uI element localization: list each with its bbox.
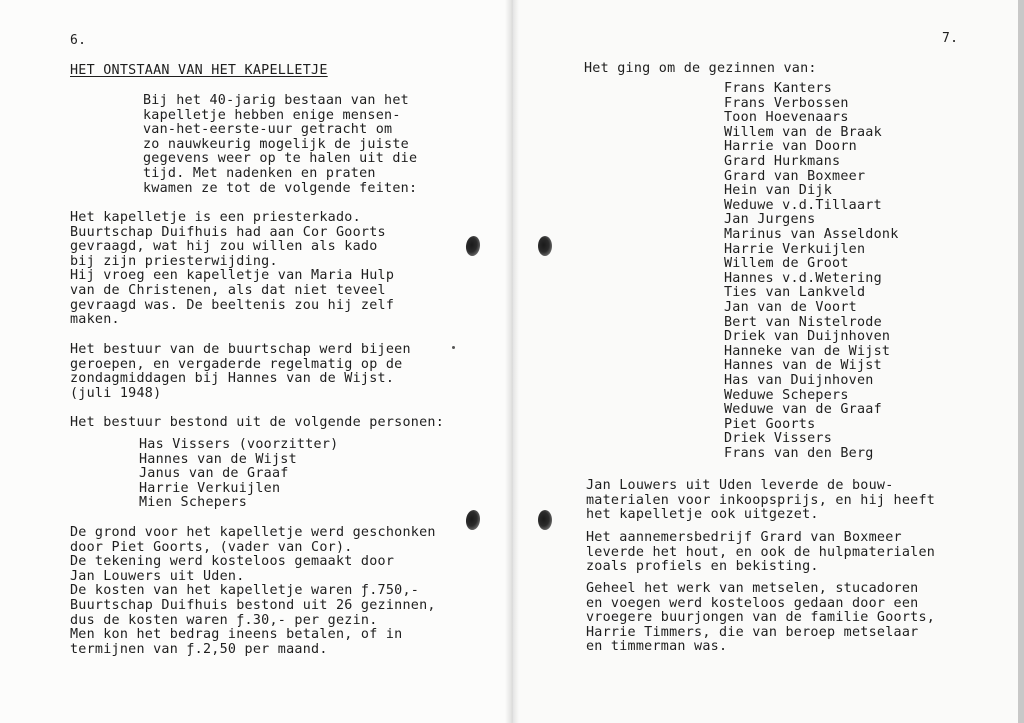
text-line: (juli 1948) [70,385,162,401]
text-line: Het bestuur van de buurtschap werd bijeen [70,342,411,357]
intro-line: gegevens weer op te halen uit die [143,151,418,167]
intro-line: van-het-eerste-uur getracht om [143,122,393,138]
list-item: Frans Verbossen [724,95,849,111]
text-line: dus de kosten waren ƒ.30,- per gezin. [70,612,378,628]
board-intro: Het bestuur bestond uit de volgende personen: [70,415,445,430]
text-line: Buurtschap Duifhuis bestond uit 26 gezinnen, [70,598,436,613]
paper-speck [452,346,455,349]
text-line: gevraagd was. De beeltenis zou hij zelf [70,297,395,313]
list-item: Grard Hurkmans [724,154,841,169]
list-item: Weduwe Schepers [724,387,849,403]
text-line: het kapelletje ook uitgezet. [586,507,819,523]
list-item: Hannes van de Wijst [724,358,882,374]
text-line: bij zijn priesterwijding. [70,253,278,269]
list-item: Frans Kanters [724,81,833,96]
intro-line: kapelletje hebben enige mensen- [143,107,401,123]
text-line: Jan Louwers uit Uden leverde de bouw- [586,478,894,493]
families-intro: Het ging om de gezinnen van: [584,61,817,76]
list-item: Harrie Verkuijlen [139,480,281,496]
text-line: Geheel het werk van metselen, stucadoren [586,581,919,596]
page-number-right: 7. [942,31,959,46]
page-number-left: 6. [70,33,87,48]
text-line: en voegen werd kosteloos gedaan door een [586,595,919,611]
list-item: Frans van den Berg [724,446,874,461]
list-item: Jan Jurgens [724,212,816,228]
text-line: Buurtschap Duifhuis had aan Cor Goorts [70,224,386,240]
list-item: Hannes van de Wijst [139,451,297,467]
list-item: Harrie van Doorn [724,139,857,155]
list-item: Hannes v.d.Wetering [724,270,882,286]
text-line: Het aannemersbedrijf Grard van Boxmeer [586,530,902,545]
punch-hole-icon [538,236,552,256]
text-line: materialen voor inkoopsprijs, en hij heeft [586,492,936,508]
text-line: termijnen van ƒ.2,50 per maand. [70,641,328,657]
list-item: Janus van de Graaf [139,466,289,482]
list-item: Weduwe v.d.Tillaart [724,197,882,213]
text-line: van de Christenen, als dat niet teveel [70,283,386,298]
list-item: Mien Schepers [139,495,248,511]
list-item: Ties van Lankveld [724,285,866,301]
list-item: Grard van Boxmeer [724,168,866,184]
intro-line: kwamen ze tot de volgende feiten: [143,180,418,196]
text-line: en timmerman was. [586,639,728,655]
text-line: zondagmiddagen bij Hannes van de Wijst. [70,371,395,387]
book-spine [505,0,519,723]
list-item: Bert van Nistelrode [724,314,882,330]
intro-line: Bij het 40-jarig bestaan van het [143,93,409,108]
text-line: Hij vroeg een kapelletje van Maria Hulp [70,268,395,284]
intro-line: tijd. Met nadenken en praten [143,166,376,181]
list-item: Jan van de Voort [724,300,857,315]
text-line: gevraagd, wat hij zou willen als kado [70,239,378,255]
list-item: Willem van de Braak [724,124,882,140]
list-item: Has van Duijnhoven [724,373,874,388]
text-line: Harrie Timmers, die van beroep metselaar [586,624,919,640]
right-page [512,0,1024,723]
list-item: Has Vissers (voorzitter) [139,437,339,452]
list-item: Weduwe van de Graaf [724,402,882,418]
list-item: Driek Vissers [724,431,833,447]
punch-hole-icon [465,236,480,256]
punch-hole-icon [538,510,552,530]
intro-line: zo nauwkeurig mogelijk de juiste [143,136,409,152]
text-line: Men kon het bedrag ineens betalen, of in [70,627,403,643]
text-line: De grond voor het kapelletje werd geschonken [70,525,436,540]
text-line: leverde het hout, en ook de hulpmaterialen [586,544,936,560]
text-line: Jan Louwers uit Uden. [70,568,245,584]
list-item: Hanneke van de Wijst [724,343,891,359]
page-title: HET ONTSTAAN VAN HET KAPELLETJE [70,63,328,78]
list-item: Toon Hoevenaars [724,110,849,126]
text-line: maken. [70,312,120,328]
list-item: Driek van Duijnhoven [724,329,891,345]
list-item: Willem de Groot [724,256,849,272]
page-edge [1018,0,1024,723]
text-line: Het kapelletje is een priesterkado. [70,210,361,225]
list-item: Harrie Verkuijlen [724,241,866,257]
text-line: geroepen, en vergaderde regelmatig op de [70,356,403,372]
punch-hole-icon [465,510,480,530]
list-item: Marinus van Asseldonk [724,227,899,242]
list-item: Hein van Dijk [724,183,833,199]
text-line: De tekening werd kosteloos gemaakt door [70,554,395,570]
text-line: door Piet Goorts, (vader van Cor). [70,539,353,555]
text-line: De kosten van het kapelletje waren ƒ.750,- [70,583,420,599]
list-item: Piet Goorts [724,416,816,432]
text-line: zoals profiels en bekisting. [586,559,819,575]
text-line: vroegere buurjongen van de familie Goorts, [586,610,936,626]
